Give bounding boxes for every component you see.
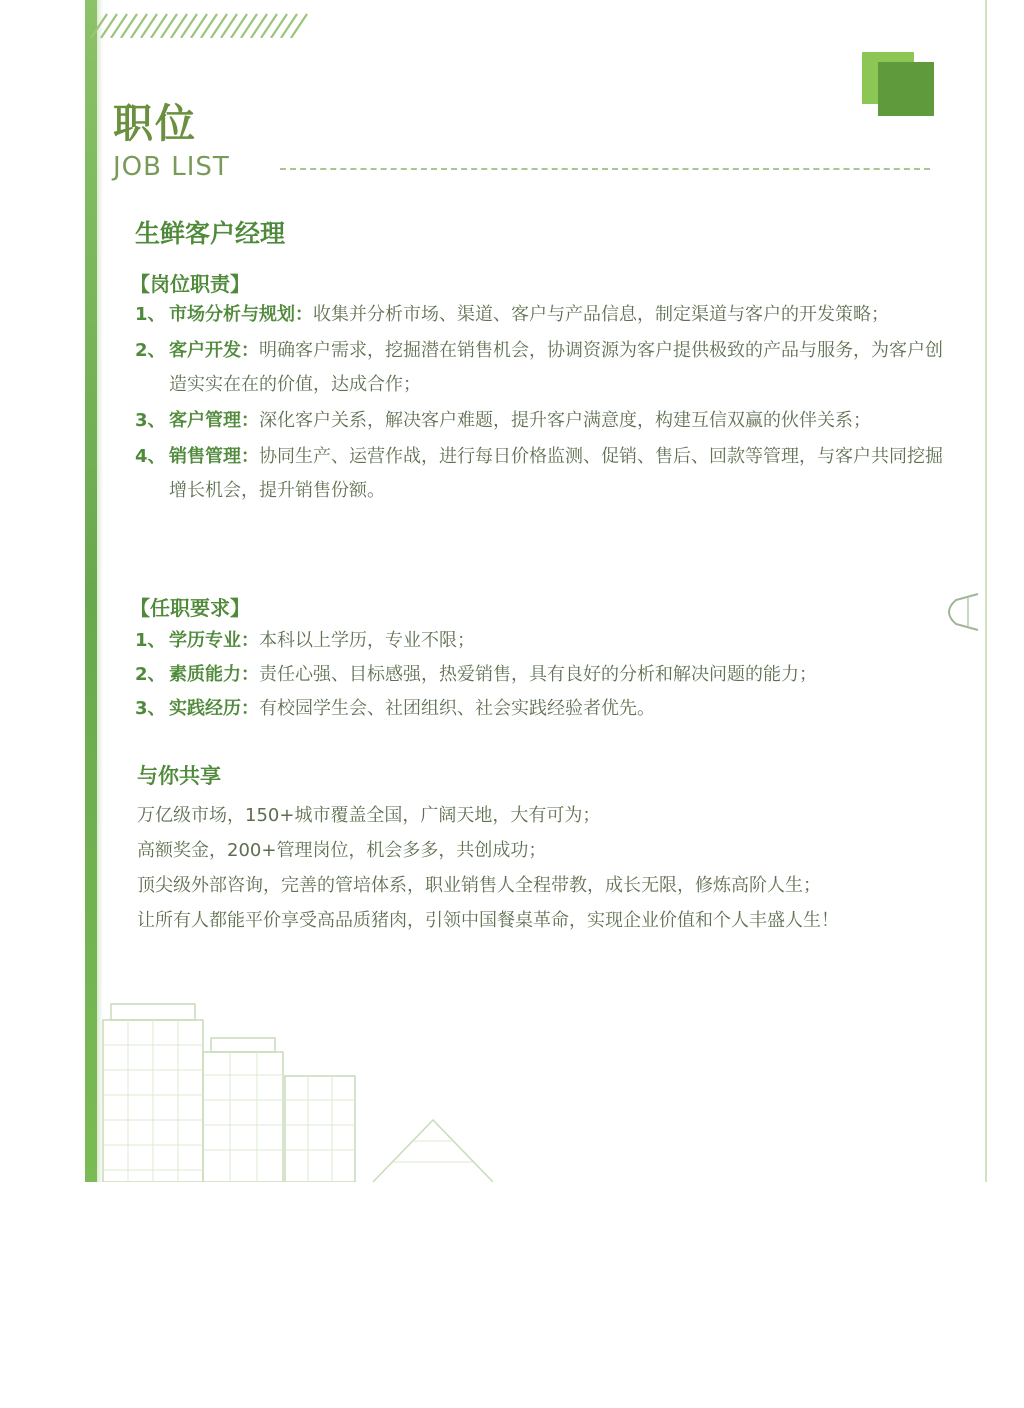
requirements-heading: 【任职要求】: [130, 596, 250, 620]
share-heading: 与你共享: [137, 764, 221, 788]
share-item: 高额奖金，200+管理岗位，机会多多，共创成功；: [137, 840, 547, 861]
item-text: 本科以上学历，专业不限；: [259, 630, 475, 651]
item-number: 3、: [135, 698, 166, 719]
diagonal-hatch-icon: [85, 12, 315, 38]
item-number: 1、: [135, 630, 166, 651]
share-item: 万亿级市场，150+城市覆盖全国，广阔天地，大有可为；: [137, 805, 601, 826]
item-number: 4、: [135, 446, 166, 467]
item-text: 协同生产、运营作战，进行每日价格监测、促销、售后、回款等管理，与客户共同挖掘增长机会，提升销售份额。: [169, 446, 943, 501]
list-item: [135, 658, 945, 692]
duties-heading: 【岗位职责】: [130, 272, 250, 296]
list-item: [135, 440, 945, 508]
page-subtitle: JOB LIST: [113, 152, 230, 182]
job-title: 生鲜客户经理: [135, 219, 286, 248]
requirements-list: [135, 624, 945, 726]
item-text: 明确客户需求，挖掘潜在销售机会，协调资源为客户提供极致的产品与服务，为客户创造实实在在的价值，达成合作；: [169, 340, 943, 395]
list-item: [135, 298, 945, 332]
buildings-illustration-icon: [93, 990, 513, 1182]
list-item: [135, 624, 945, 658]
item-key: 市场分析与规划：: [169, 304, 313, 325]
duties-list: [135, 298, 945, 510]
item-key: 客户管理：: [169, 410, 259, 431]
list-item: [135, 404, 945, 438]
item-number: 3、: [135, 410, 166, 431]
share-item: 顶尖级外部咨询，完善的管培体系，职业销售人全程带教，成长无限，修炼高阶人生；: [137, 875, 821, 896]
item-key: 学历专业：: [169, 630, 259, 651]
item-text: 责任心强、目标感强，热爱销售，具有良好的分析和解决问题的能力；: [259, 664, 817, 685]
title-divider: [280, 168, 930, 170]
brochure-page: [85, 0, 987, 1182]
item-number: 1、: [135, 304, 166, 325]
share-list: [137, 798, 957, 938]
item-key: 实践经历：: [169, 698, 259, 719]
bookmark-notch-icon: [938, 590, 982, 634]
green-squares-icon: [862, 52, 934, 116]
item-number: 2、: [135, 340, 166, 361]
item-key: 素质能力：: [169, 664, 259, 685]
item-key: 客户开发：: [169, 340, 259, 361]
item-number: 2、: [135, 664, 166, 685]
item-text: 收集并分析市场、渠道、客户与产品信息，制定渠道与客户的开发策略；: [313, 304, 889, 325]
item-key: 销售管理：: [169, 446, 259, 467]
share-item: 让所有人都能平价享受高品质猪肉，引领中国餐桌革命，实现企业价值和个人丰盛人生！: [137, 910, 839, 931]
list-item: [135, 692, 945, 726]
item-text: 深化客户关系，解决客户难题，提升客户满意度，构建互信双赢的伙伴关系；: [259, 410, 871, 431]
list-item: [135, 334, 945, 402]
item-text: 有校园学生会、社团组织、社会实践经验者优先。: [259, 698, 655, 719]
page-title: 职位: [113, 101, 197, 147]
